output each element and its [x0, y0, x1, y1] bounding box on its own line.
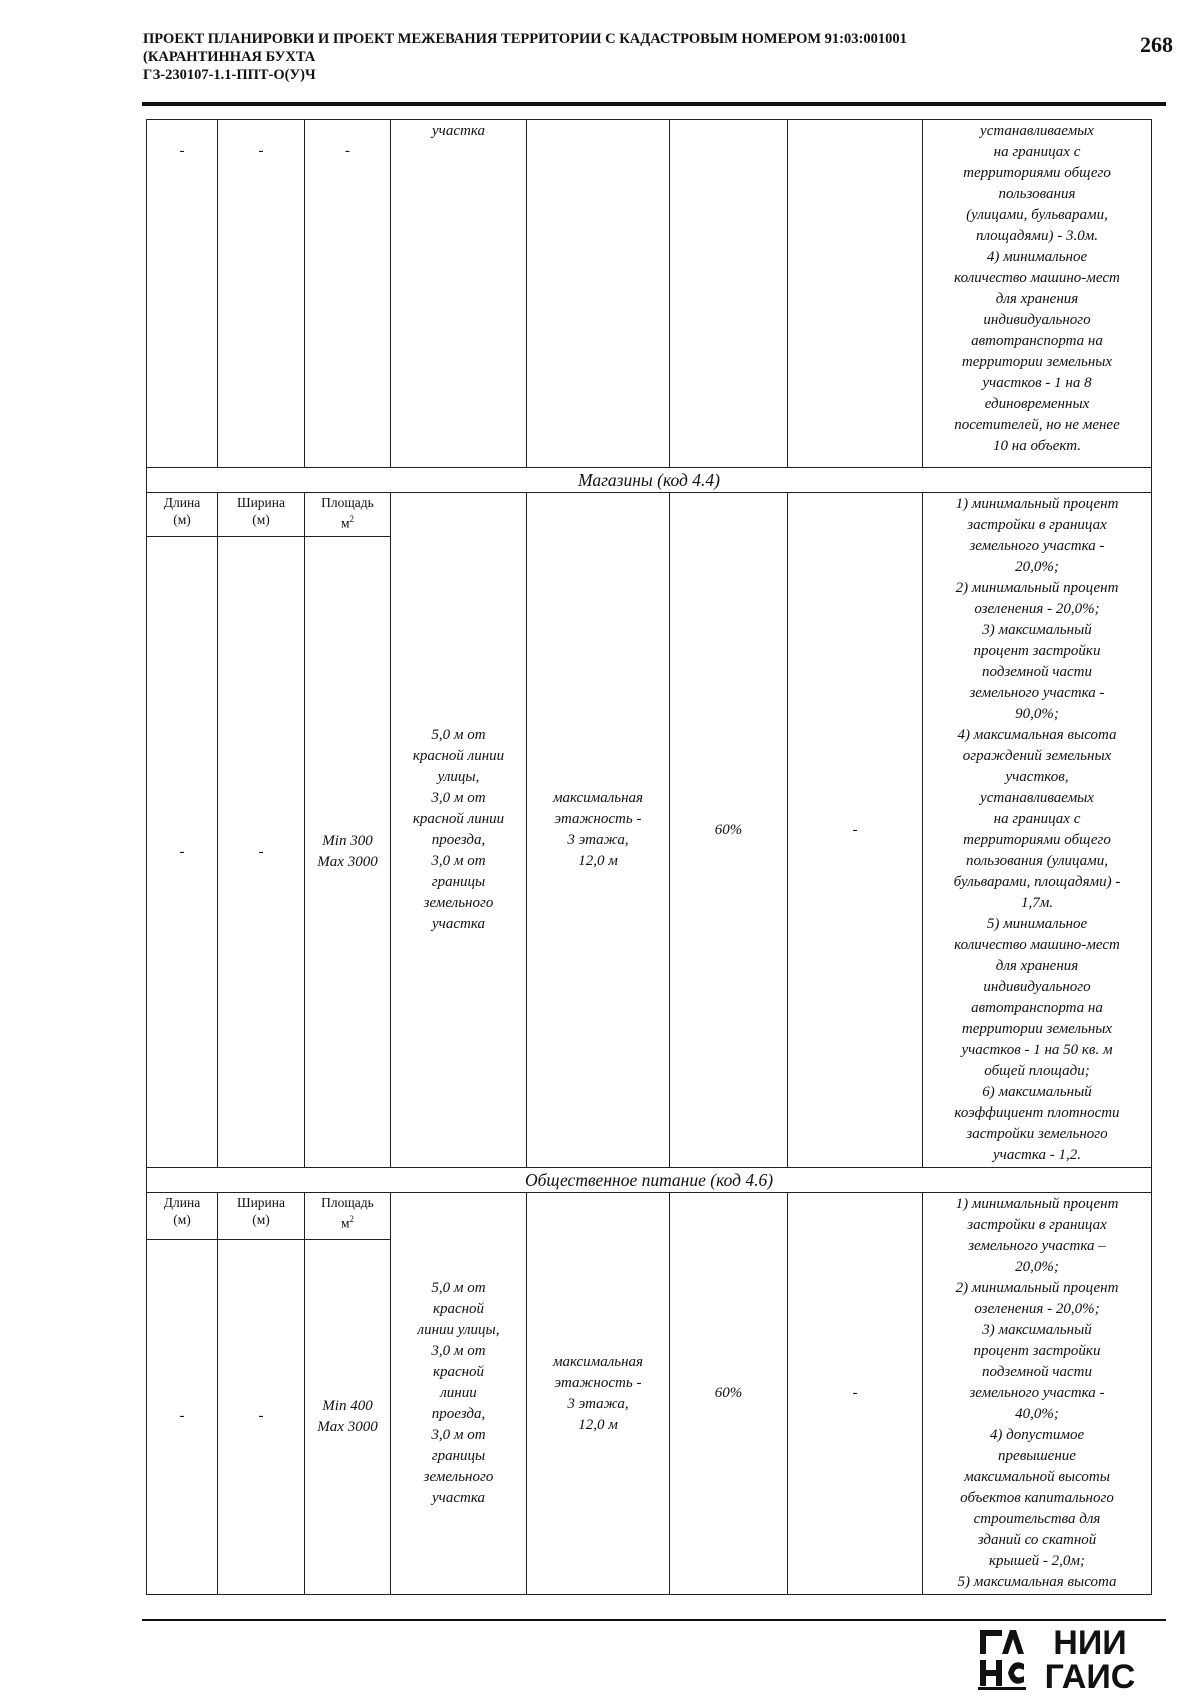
table-row-subheader	[147, 1193, 1152, 1240]
header-doc-code: ГЗ-230107-1.1-ППТ-О(У)Ч	[143, 67, 316, 83]
col-header-area-sup: 2	[349, 1214, 355, 1224]
cell-notes: устанавливаемых на границах с территориями общего пользования (улицами, бульварами, площадями) - 3.0м. 4) минимальное количество машино-мест для хранения индивидуального автотранспорта на территории земельных участков - 1 на 8 единовременных посетителей, но не менее 10 на объект.	[923, 120, 1152, 468]
cell-area: Min 400 Max 3000	[305, 1239, 391, 1594]
nii-gais-logo	[978, 1624, 1158, 1692]
cell-length: -	[147, 537, 218, 1168]
cell-coverage: 60%	[670, 1193, 788, 1595]
cell-notes: 1) минимальный процент застройки в границах земельного участка - 20,0%; 2) минимальный процент озеленения - 20,0%; 3) максимальный процент застройки подземной части земельного участка - 90,0%; 4) максимальная высота ограждений земельных участков, устанавливаемых на границах с территориями общего пользования (улицами, бульварами, площадями) - 1,7м. 5) минимальное количество машино-мест для хранения индивидуального автотранспорта на территории земельных участков - 1 на 50 кв. м общей площади; 6) максимальный коэффициент плотности застройки земельного участка - 1,2.	[923, 493, 1152, 1168]
regulations-table	[146, 119, 1152, 1595]
col-header-area-label: Площадь м	[321, 495, 374, 531]
cell-floors	[527, 120, 670, 468]
logo-text-top: НИИ	[1053, 1624, 1127, 1662]
section-title: Магазины (код 4.4)	[147, 468, 1152, 493]
cell-floors: максимальная этажность - 3 этажа, 12,0 м	[527, 493, 670, 1168]
cell-setback: 5,0 м от красной линии улицы, 3,0 м от красной линии проезда, 3,0 м от границы земельного участка	[391, 493, 527, 1168]
col-header-length: Длина (м)	[147, 1193, 218, 1240]
page-header	[143, 30, 1103, 84]
cell-area	[305, 120, 391, 468]
col-header-width: Ширина (м)	[218, 493, 305, 537]
cell-setback: 5,0 м от красной линии улицы, 3,0 м от красной линии проезда, 3,0 м от границы земельного участка	[391, 1193, 527, 1595]
cell-other	[788, 120, 923, 468]
header-title: ПРОЕКТ ПЛАНИРОВКИ И ПРОЕКТ МЕЖЕВАНИЯ ТЕРРИТОРИИ С КАДАСТРОВЫМ НОМЕРОМ 91:03:001001	[143, 31, 907, 47]
col-header-length: Длина (м)	[147, 493, 218, 537]
section-title-row	[147, 468, 1152, 493]
cell-other: -	[788, 1193, 923, 1595]
col-header-area	[305, 493, 391, 537]
cell-area: Min 300 Max 3000	[305, 537, 391, 1168]
cell-width-value: -	[258, 143, 264, 159]
cell-setback: участка	[391, 120, 527, 468]
cell-width: -	[218, 1239, 305, 1594]
header-subtitle: (КАРАНТИННАЯ БУХТА	[143, 49, 316, 65]
col-header-area-sup: 2	[349, 514, 355, 524]
col-header-width: Ширина (м)	[218, 1193, 305, 1240]
cell-length-value: -	[179, 143, 185, 159]
footer-divider	[142, 1619, 1166, 1621]
col-header-area	[305, 1193, 391, 1240]
cell-width	[218, 120, 305, 468]
cell-notes: 1) минимальный процент застройки в границах земельного участка – 20,0%; 2) минимальный процент озеленения - 20,0%; 3) максимальный процент застройки подземной части земельного участка - 40,0%; 4) допустимое превышение максимальной высоты объектов капитального строительства для зданий со скатной крышей - 2,0м; 5) максимальная высота	[923, 1193, 1152, 1595]
cell-other: -	[788, 493, 923, 1168]
table-row-subheader	[147, 493, 1152, 537]
cell-area-value: -	[345, 143, 350, 159]
col-header-area-label: Площадь м	[321, 1195, 374, 1231]
cell-coverage: 60%	[670, 493, 788, 1168]
page-number: 268	[1140, 32, 1173, 57]
cell-floors: максимальная этажность - 3 этажа, 12,0 м	[527, 1193, 670, 1595]
cell-coverage	[670, 120, 788, 468]
section-title: Общественное питание (код 4.6)	[147, 1168, 1152, 1193]
cell-width: -	[218, 537, 305, 1168]
cell-length: -	[147, 1239, 218, 1594]
logo-text-bottom: ГАИС	[1044, 1658, 1136, 1692]
cell-length	[147, 120, 218, 468]
section-title-row	[147, 1168, 1152, 1193]
table-row-continuation	[147, 120, 1152, 468]
header-divider	[142, 102, 1166, 106]
